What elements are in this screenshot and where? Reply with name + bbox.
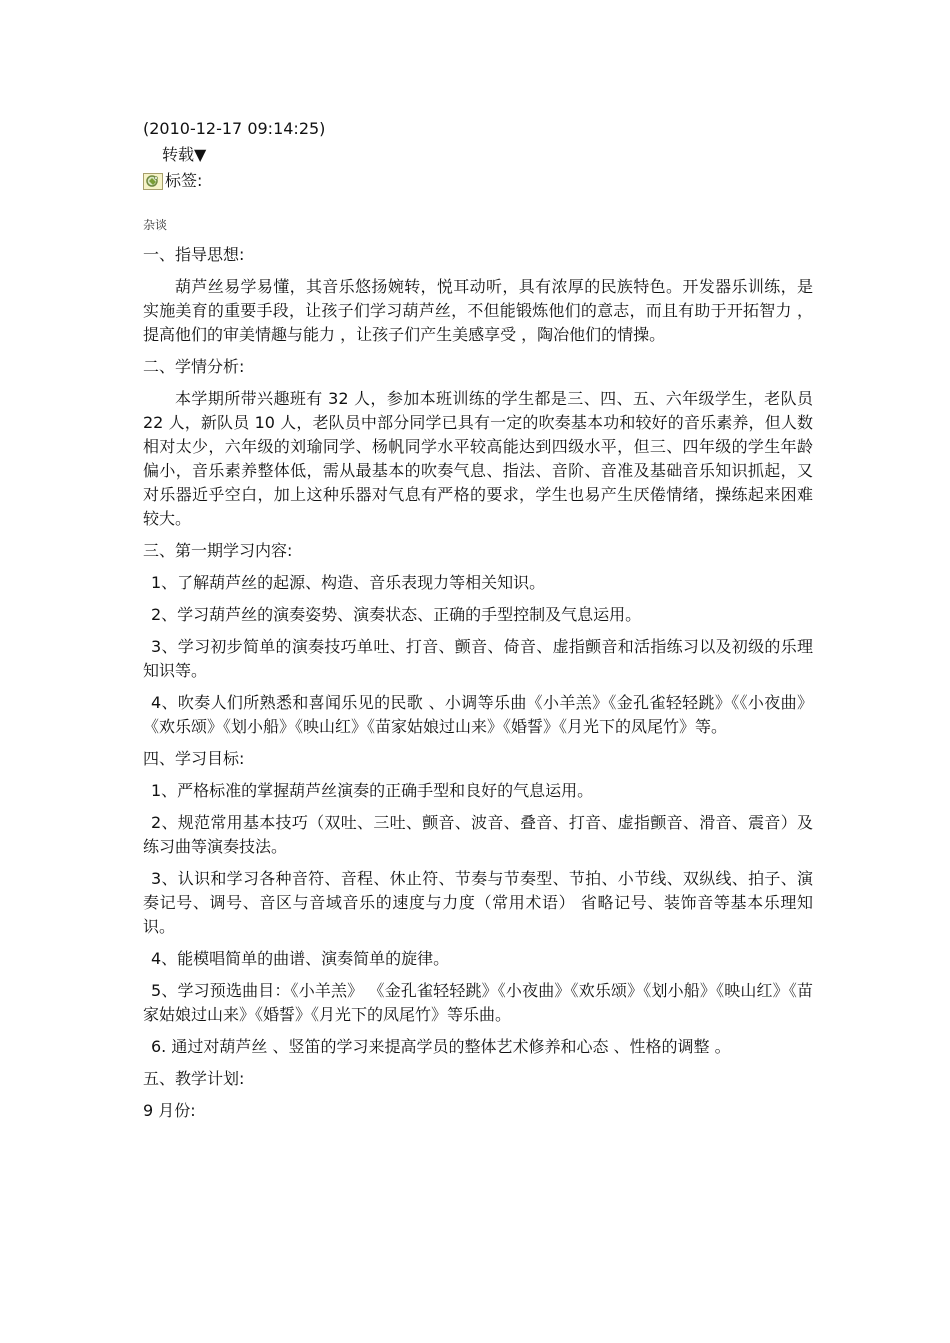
- list-item: 6. 通过对葫芦丝 、竖笛的学习来提高学员的整体艺术修养和心态 、性格的调整 。: [151, 1037, 731, 1056]
- list-item: 4、能模唱简单的曲谱、演奏简单的旋律。: [151, 949, 450, 968]
- tags-label: 标签:: [165, 171, 203, 190]
- section-paragraph-guiding-thought: 葫芦丝易学易懂，其音乐悠扬婉转，悦耳动听，具有浓厚的民族特色。开发器乐训练，是实施美育的重要手段，让孩子们学习葫芦丝，不但能锻炼他们的意志，而且有助于开拓智力 ，提高他们的审美情趣与能力 ，让孩子们产生美感享受 ，陶冶他们的情操。: [143, 277, 813, 344]
- list-item: 3、认识和学习各种音符、音程、休止符、节奏与节奏型、节拍、小节线、双纵线、拍子、演奏记号、调号、音区与音域音乐的速度与力度（常用术语） 省略记号、装饰音等基本乐理知识。: [143, 869, 813, 936]
- tags-row: [143, 170, 202, 192]
- list-item: 4、吹奏人们所熟悉和喜闻乐见的民歌 、小调等乐曲《小羊羔》《金孔雀轻轻跳》《《小夜曲》《欢乐颂》《划小船》《映山红》《苗家姑娘过山来》《婚誓》《月光下的凤尾竹》等。: [143, 693, 813, 736]
- list-item: 1、了解葫芦丝的起源、构造、音乐表现力等相关知识。: [151, 573, 546, 592]
- month-heading: 9 月份:: [143, 1101, 196, 1120]
- list-item: 5、学习预选曲目：《小羊羔》 《金孔雀轻轻跳》《小夜曲》《欢乐颂》《划小船》《映山红》《苗家姑娘过山来》《婚誓》《月光下的凤尾竹》等乐曲。: [143, 981, 813, 1024]
- list-item: 3、学习初步简单的演奏技巧单吐、打音、颤音、倚音、虚指颤音和活指练习以及初级的乐理知识等。: [143, 637, 813, 680]
- list-item: 1、严格标准的掌握葫芦丝演奏的正确手型和良好的气息运用。: [151, 781, 594, 800]
- section-heading-teaching-plan: 五、教学计划:: [143, 1069, 245, 1088]
- repost-link[interactable]: 转载▼: [162, 145, 207, 164]
- tag-icon: [143, 173, 163, 190]
- list-item: 2、规范常用基本技巧（双吐、三吐、颤音、波音、叠音、打音、虚指颤音、滑音、震音）及练习曲等演奏技法。: [143, 813, 813, 856]
- list-item: 2、学习葫芦丝的演奏姿势、演奏状态、正确的手型控制及气息运用。: [151, 605, 642, 624]
- section-paragraph-learning-analysis: 本学期所带兴趣班有 32 人，参加本班训练的学生都是三、四、五、六年级学生，老队员 22 人，新队员 10 人，老队员中部分同学已具有一定的吹奏基本功和较好的音乐素养，但人数相对太少，六年级的刘瑜同学、杨帆同学水平较高能达到四级水平，但三、四年级的学生年龄偏小，音乐素养整体低，需从最基本的吹奏气息、指法、音阶、音准及基础音乐知识抓起，又对乐器近乎空白，加上这种乐器对气息有严格的要求，学生也易产生厌倦情绪，操练起来困难较大。: [143, 389, 813, 528]
- section-heading-guiding-thought: 一、指导思想:: [143, 245, 245, 264]
- section-heading-learning-analysis: 二、学情分析:: [143, 357, 245, 376]
- post-date: (2010-12-17 09:14:25): [143, 119, 326, 138]
- tag-category[interactable]: 杂谈: [143, 218, 168, 232]
- section-heading-first-term-content: 三、第一期学习内容:: [143, 541, 293, 560]
- article-content: [143, 243, 813, 1131]
- section-heading-learning-goals: 四、学习目标:: [143, 749, 245, 768]
